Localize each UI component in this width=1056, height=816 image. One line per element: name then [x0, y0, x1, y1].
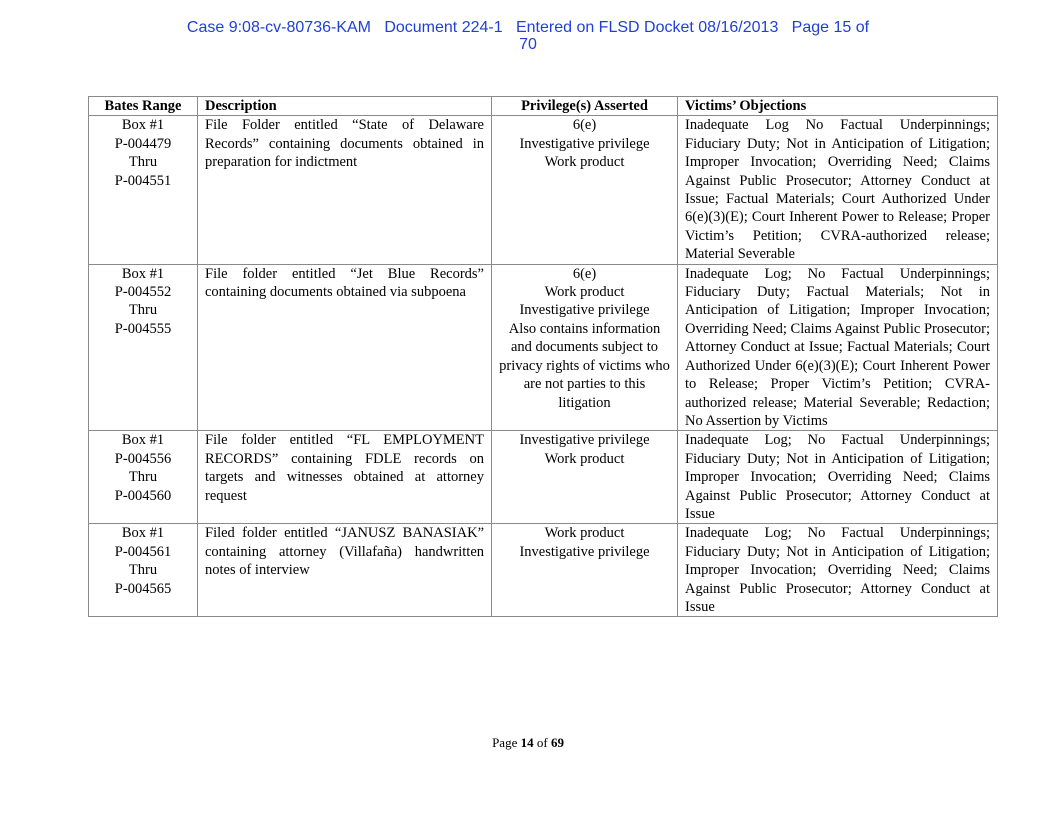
objections-cell: Inadequate Log; No Factual Underpinnings; Fiduciary Duty; Not in Anticipation of Litigation; Improper Invocation; Overriding Need; Claims Against Public Prosecutor; Attorney Conduct at Issue [678, 431, 998, 524]
privilege-cell [492, 431, 678, 524]
table-row [89, 116, 998, 264]
bates-range-cell [89, 264, 198, 431]
footer-page-total: 69 [550, 735, 564, 750]
page-footer [0, 735, 1056, 751]
table-row [89, 264, 998, 431]
bates-start: P-004561 [114, 543, 172, 560]
header-victims-objections: Victims’ Objections [678, 97, 998, 116]
bates-range-cell [89, 524, 198, 617]
bates-start: P-004552 [114, 284, 172, 301]
description-cell: File folder entitled “FL EMPLOYMENT RECORDS” containing FDLE records on targets and witnesses obtained at attorney request [198, 431, 492, 524]
privilege-item: Investigative privilege [519, 302, 650, 319]
bates-end: P-004551 [114, 172, 172, 189]
case-header-line1: Case 9:08-cv-80736-KAM Document 224-1 Entered on FLSD Docket 08/16/2013 Page 15 of [186, 19, 870, 36]
privilege-cell [492, 524, 678, 617]
description-cell: Filed folder entitled “JANUSZ BANASIAK” containing attorney (Villafaña) handwritten notes of interview [198, 524, 492, 617]
bates-box: Box #1 [121, 265, 165, 282]
bates-box: Box #1 [121, 525, 165, 542]
privilege-cell [492, 116, 678, 264]
footer-page-word: Page [492, 735, 518, 750]
privilege-item: 6(e) [572, 117, 597, 134]
privilege-item: Work product [544, 450, 625, 467]
privilege-item: Investigative privilege [519, 543, 650, 560]
bates-start: P-004556 [114, 450, 172, 467]
header-bates-range: Bates Range [89, 97, 198, 116]
header-description: Description [198, 97, 492, 116]
bates-end: P-004560 [114, 487, 172, 504]
bates-start: P-004479 [114, 135, 172, 152]
description-cell: File folder entitled “Jet Blue Records” containing documents obtained via subpoena [198, 264, 492, 431]
privilege-item: Work product [544, 284, 625, 301]
objections-cell: Inadequate Log; No Factual Underpinnings; Fiduciary Duty; Factual Materials; Not in Anticipation of Litigation; Improper Invocation; Overriding Need; Claims Against Public Prosecutor; Attorney Conduct at Issue; Factual Materials; Court Authorized Under 6(e)(3)(E); Court Inherent Power to Release; Proper Victim’s Petition; CVRA-authorized release; Material Severable; Redaction; No Assertion by Victims [678, 264, 998, 431]
bates-range-cell [89, 116, 198, 264]
footer-of-word: of [536, 735, 548, 750]
bates-thru: Thru [128, 154, 158, 171]
privilege-item: Work product [544, 154, 625, 171]
bates-range-cell [89, 431, 198, 524]
description-cell: File Folder entitled “State of Delaware Records” containing documents obtained in preparation for indictment [198, 116, 492, 264]
privilege-item: Investigative privilege [519, 432, 650, 449]
privilege-item: 6(e) [572, 265, 597, 282]
objections-cell: Inadequate Log No Factual Underpinnings; Fiduciary Duty; Not in Anticipation of Litigation; Improper Invocation; Overriding Need; Claims Against Public Prosecutor; Attorney Conduct at Issue; Factual Materials; Court Authorized Under 6(e)(3)(E); Court Inherent Power to Release; Proper Victim’s Petition; CVRA-authorized release; Material Severable [678, 116, 998, 264]
bates-thru: Thru [128, 302, 158, 319]
bates-thru: Thru [128, 562, 158, 579]
privilege-item: Investigative privilege [519, 135, 650, 152]
privilege-item: Work product [544, 525, 625, 542]
header-privileges: Privilege(s) Asserted [492, 97, 678, 116]
table-row [89, 524, 998, 617]
footer-page-number: 14 [520, 735, 534, 750]
privilege-cell [492, 264, 678, 431]
case-header-line2: 70 [519, 36, 537, 53]
bates-end: P-004565 [114, 580, 172, 597]
privilege-item: Also contains information and documents subject to privacy rights of victims who are not parties to this litigation [499, 320, 670, 411]
table-row [89, 431, 998, 524]
table-header-row [89, 97, 998, 116]
bates-box: Box #1 [121, 117, 165, 134]
objections-cell: Inadequate Log; No Factual Underpinnings; Fiduciary Duty; Not in Anticipation of Litigation; Improper Invocation; Overriding Need; Claims Against Public Prosecutor; Attorney Conduct at Issue [678, 524, 998, 617]
case-header [0, 19, 1056, 53]
privilege-log-table [88, 96, 998, 617]
bates-thru: Thru [128, 469, 158, 486]
bates-end: P-004555 [114, 320, 172, 337]
bates-box: Box #1 [121, 432, 165, 449]
